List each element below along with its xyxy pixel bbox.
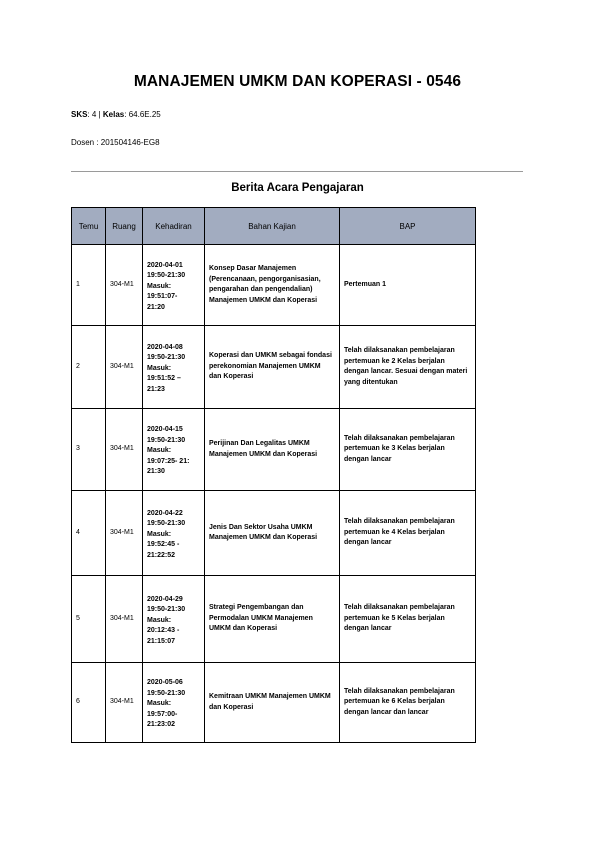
kehadiran-masuk-label: Masuk:: [147, 616, 172, 624]
kehadiran-date: 2020-04-29: [147, 595, 183, 603]
bahan-kajian-cell: Kemitraan UMKM Manajemen UMKM dan Koperasi: [205, 663, 340, 743]
section-title: Berita Acara Pengajaran: [231, 182, 364, 194]
course-info: SKS: 4 | Kelas: 64.6E.25: [71, 110, 161, 119]
kehadiran-time: 19:50-21:30: [147, 520, 186, 528]
bap-cell: Telah dilaksanakan pembelajaran pertemuan ke 2 Kelas berjalan dengan lancar. Sesuai dengan materi yang ditentukan: [340, 326, 476, 409]
kehadiran-in: 19:51:52 –: [147, 375, 181, 383]
bap-table: [71, 207, 476, 743]
kehadiran-date: 2020-04-01: [147, 261, 183, 269]
ruang-cell: 304-M1: [106, 409, 143, 491]
dosen-label: Dosen: [71, 138, 95, 147]
kehadiran-cell: [143, 491, 205, 576]
kehadiran-time: 19:50-21:30: [147, 689, 186, 697]
kehadiran-out: 21:15:07: [147, 637, 176, 645]
bap-cell: Pertemuan 1: [340, 245, 476, 326]
kehadiran-cell: [143, 409, 205, 491]
kehadiran-cell: [143, 326, 205, 409]
kelas-value: 64.6E.25: [128, 110, 161, 119]
ruang-cell: 304-M1: [106, 245, 143, 326]
header-kehadiran: Kehadiran: [143, 208, 205, 245]
kelas-label: Kelas: [102, 110, 125, 119]
temu-cell: 6: [72, 663, 106, 743]
table-row: [72, 326, 476, 409]
kehadiran-date: 2020-05-06: [147, 679, 183, 687]
page-title: MANAJEMEN UMKM DAN KOPERASI - 0546: [133, 73, 462, 90]
kehadiran-cell: [143, 245, 205, 326]
table-header-row: [72, 208, 476, 245]
table-row: [72, 245, 476, 326]
table-row: [72, 491, 476, 576]
header-ruang: Ruang: [106, 208, 143, 245]
bahan-kajian-cell: Koperasi dan UMKM sebagai fondasi perekonomian Manajemen UMKM dan Koperasi: [205, 326, 340, 409]
kehadiran-out: 21:23:02: [147, 721, 176, 729]
kehadiran-cell: [143, 576, 205, 663]
dosen-value: 201504146-EG8: [100, 138, 160, 147]
kehadiran-masuk-label: Masuk:: [147, 447, 172, 455]
kehadiran-out: 21:23: [147, 385, 165, 393]
bap-cell: Telah dilaksanakan pembelajaran pertemuan ke 6 Kelas berjalan dengan lancar dan lancar: [340, 663, 476, 743]
kehadiran-out: 21:20: [147, 303, 165, 311]
bahan-kajian-cell: Konsep Dasar Manajemen (Perencanaan, pengorganisasian, pengarahan dan pengendalian) Manajemen UMKM dan Koperasi: [205, 245, 340, 326]
lecturer-info: Dosen : 201504146-EG8: [71, 138, 160, 147]
kehadiran-in: 19:07:25- 21:: [147, 457, 190, 465]
kehadiran-masuk-label: Masuk:: [147, 282, 172, 290]
kehadiran-masuk-label: Masuk:: [147, 700, 172, 708]
ruang-cell: 304-M1: [106, 576, 143, 663]
temu-cell: 1: [72, 245, 106, 326]
kehadiran-masuk-label: Masuk:: [147, 364, 172, 372]
temu-cell: 3: [72, 409, 106, 491]
header-temu: Temu: [72, 208, 106, 245]
kehadiran-date: 2020-04-22: [147, 509, 183, 517]
table-row: [72, 576, 476, 663]
kehadiran-in: 19:57:00-: [147, 710, 178, 718]
bahan-kajian-cell: Perijinan Dan Legalitas UMKM Manajemen UMKM dan Koperasi: [205, 409, 340, 491]
header-bap: BAP: [340, 208, 476, 245]
bap-cell: Telah dilaksanakan pembelajaran pertemuan ke 3 Kelas berjalan dengan lancar: [340, 409, 476, 491]
kehadiran-time: 19:50-21:30: [147, 436, 186, 444]
kehadiran-in: 19:52:45 -: [147, 541, 180, 549]
temu-cell: 4: [72, 491, 106, 576]
temu-cell: 2: [72, 326, 106, 409]
divider: [71, 171, 523, 172]
ruang-cell: 304-M1: [106, 491, 143, 576]
kehadiran-time: 19:50-21:30: [147, 354, 186, 362]
kehadiran-in: 19:51:07-: [147, 293, 178, 301]
bahan-kajian-cell: Strategi Pengembangan dan Permodalan UMKM Manajemen UMKM dan Koperasi: [205, 576, 340, 663]
kehadiran-out: 21:30: [147, 468, 165, 476]
separator: |: [98, 110, 101, 119]
temu-cell: 5: [72, 576, 106, 663]
kehadiran-time: 19:50-21:30: [147, 606, 186, 614]
ruang-cell: 304-M1: [106, 326, 143, 409]
kehadiran-time: 19:50-21:30: [147, 272, 186, 280]
sks-label: SKS: [71, 110, 88, 119]
kehadiran-date: 2020-04-15: [147, 426, 183, 434]
bap-cell: Telah dilaksanakan pembelajaran pertemuan ke 4 Kelas berjalan dengan lancar: [340, 491, 476, 576]
kehadiran-date: 2020-04-08: [147, 343, 183, 351]
header-bahan-kajian: Bahan Kajian: [205, 208, 340, 245]
bahan-kajian-cell: Jenis Dan Sektor Usaha UMKM Manajemen UMKM dan Koperasi: [205, 491, 340, 576]
kehadiran-out: 21:22:52: [147, 551, 176, 559]
kehadiran-masuk-label: Masuk:: [147, 530, 172, 538]
ruang-cell: 304-M1: [106, 663, 143, 743]
sks-value: 4: [91, 110, 97, 119]
kehadiran-in: 20:12:43 -: [147, 627, 180, 635]
table-row: [72, 409, 476, 491]
bap-cell: Telah dilaksanakan pembelajaran pertemuan ke 5 Kelas berjalan dengan lancar: [340, 576, 476, 663]
table-row: [72, 663, 476, 743]
kehadiran-cell: [143, 663, 205, 743]
